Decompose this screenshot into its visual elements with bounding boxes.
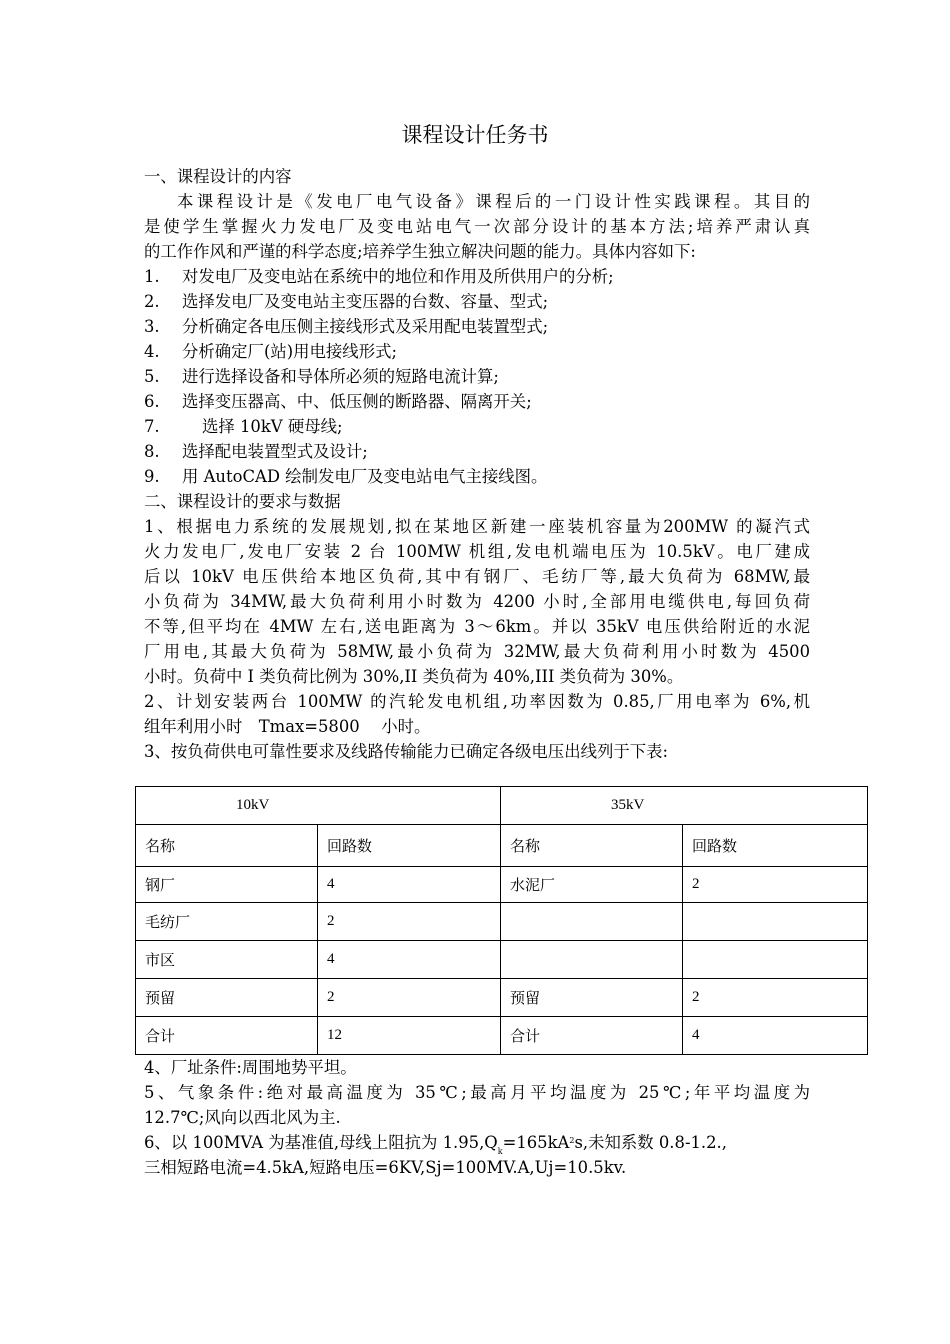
outgoing-lines-table — [135, 786, 868, 1055]
cell-35kv-count — [683, 941, 868, 979]
intro-line-2: 是使学生掌握火力发电厂及变电站电气一次部分设计的基本方法;培养严肃认真 — [144, 217, 810, 236]
table-row — [136, 941, 868, 979]
list-text: 选择 10kV 硬母线; — [202, 417, 343, 436]
cell-10kv-count: 4 — [318, 941, 501, 979]
item6-superscript: 2 — [569, 1136, 575, 1145]
cell-10kv-count: 2 — [318, 903, 501, 941]
column-header-name: 名称 — [501, 825, 683, 867]
list-item — [144, 389, 810, 414]
cell-10kv-name: 预留 — [136, 979, 318, 1017]
item6-line-2: 三相短路电流=4.5kA,短路电压=6KV,Sj=100MV.A,Uj=10.5kv. — [144, 1158, 627, 1177]
section-heading-requirements: 二、课程设计的要求与数据 — [144, 492, 341, 511]
column-header-count: 回路数 — [683, 825, 868, 867]
cell-35kv-name: 合计 — [501, 1017, 683, 1055]
list-number: 6. — [144, 392, 160, 411]
item5-line-2: 12.7℃;风向以西北风为主. — [144, 1108, 341, 1127]
list-item — [144, 439, 810, 464]
intro-line-1: 本课程设计是《发电厂电气设备》课程后的一门设计性实践课程。其目的 — [177, 192, 810, 211]
column-header-name: 名称 — [136, 825, 318, 867]
list-number: 2. — [144, 292, 160, 311]
list-text: 分析确定厂(站)用电接线形式; — [182, 342, 397, 361]
item6-subscript: k — [497, 1147, 503, 1156]
page-title: 课程设计任务书 — [401, 123, 549, 147]
list-item — [144, 364, 810, 389]
list-number: 4. — [144, 342, 160, 361]
cell-10kv-name: 市区 — [136, 941, 318, 979]
list-item — [144, 414, 810, 439]
table-row — [136, 867, 868, 903]
cell-35kv-count: 2 — [683, 867, 868, 903]
list-item — [144, 339, 810, 364]
cell-35kv-name: 预留 — [501, 979, 683, 1017]
group-header-35kv: 35kV — [501, 787, 868, 825]
group-header-10kv: 10kV — [136, 787, 501, 825]
list-number: 5. — [144, 367, 160, 386]
cell-35kv-name: 水泥厂 — [501, 867, 683, 903]
table-row — [136, 979, 868, 1017]
item6-text-b: =165kA — [502, 1133, 570, 1152]
cell-35kv-count — [683, 903, 868, 941]
para1-line-6: 厂用电,其最大负荷为 58MW,最小负荷为 32MW,最大负荷利用小时数为 4500 — [144, 642, 810, 661]
list-text: 分析确定各电压侧主接线形式及采用配电装置型式; — [182, 317, 549, 336]
para1-line-2: 火力发电厂,发电厂安装 2 台 100MW 机组,发电机端电压为 10.5kV。电厂建成 — [144, 542, 810, 561]
list-text: 选择配电装置型式及设计; — [182, 442, 368, 461]
list-number: 8. — [144, 442, 160, 461]
list-number: 1. — [144, 267, 160, 286]
list-text: 进行选择设备和导体所必须的短路电流计算; — [182, 367, 499, 386]
cell-10kv-count: 4 — [318, 867, 501, 903]
cell-10kv-name: 毛纺厂 — [136, 903, 318, 941]
list-item — [144, 464, 810, 489]
list-item — [144, 314, 810, 339]
para1-line-5: 不等,但平均在 4MW 左右,送电距离为 3～6km。并以 35kV 电压供给附近的水泥 — [144, 617, 810, 636]
cell-35kv-count: 2 — [683, 979, 868, 1017]
para1-line-3: 后以 10kV 电压供给本地区负荷,其中有钢厂、毛纺厂等,最大负荷为 68MW,最 — [144, 567, 810, 586]
item6-text-a: 6、以 100MVA 为基准值,母线上阻抗为 1.95,Q — [144, 1133, 498, 1152]
list-item — [144, 264, 810, 289]
list-number: 3. — [144, 317, 160, 336]
para3-line: 3、按负荷供电可靠性要求及线路传输能力已确定各级电压出线列于下表: — [144, 742, 669, 761]
cell-35kv-name — [501, 941, 683, 979]
list-number: 7. — [144, 417, 160, 436]
table-column-header-row — [136, 825, 868, 867]
para2-line-2: 组年利用小时 Tmax=5800 小时。 — [144, 717, 431, 736]
para2-line-1: 2、计划安装两台 100MW 的汽轮发电机组,功率因数为 0.85,厂用电率为 6%,机 — [144, 692, 810, 711]
para1-line-4: 小负荷为 34MW,最大负荷利用小时数为 4200 小时,全部用电缆供电,每回负荷 — [144, 592, 810, 611]
para1-line-1: 1、根据电力系统的发展规划,拟在某地区新建一座装机容量为200MW 的凝汽式 — [144, 517, 810, 536]
list-text: 对发电厂及变电站在系统中的地位和作用及所供用户的分析; — [182, 267, 614, 286]
para1-line-7: 小时。负荷中 I 类负荷比例为 30%,II 类负荷为 40%,III 类负荷为 30%。 — [144, 667, 684, 686]
list-text: 用 AutoCAD 绘制发电厂及变电站电气主接线图。 — [182, 467, 548, 486]
item6-text-c: s,未知系数 0.8-1.2., — [574, 1133, 727, 1152]
table-row — [136, 903, 868, 941]
cell-35kv-count: 4 — [683, 1017, 868, 1055]
cell-10kv-name: 合计 — [136, 1017, 318, 1055]
cell-10kv-count: 12 — [318, 1017, 501, 1055]
cell-10kv-count: 2 — [318, 979, 501, 1017]
table-row-total — [136, 1017, 868, 1055]
list-text: 选择变压器高、中、低压侧的断路器、隔离开关; — [182, 392, 532, 411]
list-item — [144, 289, 810, 314]
column-header-count: 回路数 — [318, 825, 501, 867]
item5-line-1: 5、气象条件:绝对最高温度为 35℃;最高月平均温度为 25℃;年平均温度为 — [144, 1083, 810, 1102]
table-group-header-row — [136, 787, 868, 825]
cell-10kv-name: 钢厂 — [136, 867, 318, 903]
item6-line-1 — [144, 1130, 810, 1158]
section-heading-content: 一、课程设计的内容 — [144, 167, 292, 186]
item4-site-conditions: 4、厂址条件:周围地势平坦。 — [144, 1058, 357, 1077]
list-number: 9. — [144, 467, 160, 486]
intro-line-3: 的工作作风和严谨的科学态度;培养学生独立解决问题的能力。具体内容如下: — [144, 242, 696, 261]
list-text: 选择发电厂及变电站主变压器的台数、容量、型式; — [182, 292, 549, 311]
cell-35kv-name — [501, 903, 683, 941]
